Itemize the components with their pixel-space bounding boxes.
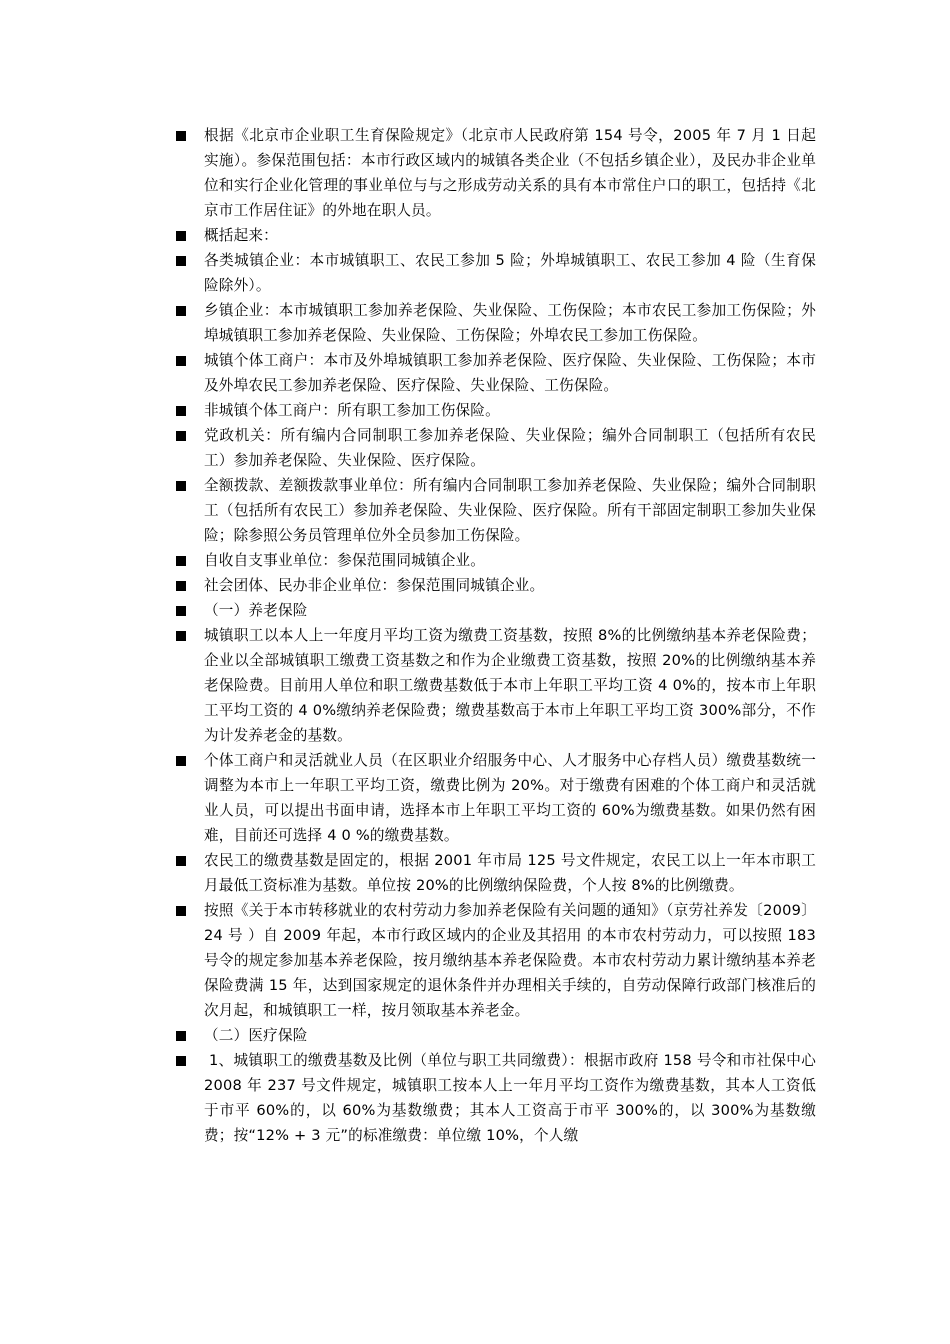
list-item-text: 城镇职工以本人上一年度月平均工资为缴费工资基数，按照 8%的比例缴纳基本养老保险费；企业以全部城镇职工缴费工资基数之和作为企业缴费工资基数，按照 20%的比例缴纳基本养老保险费。目前用人单位和职工缴费基数低于本市上年职工平均工资 4 0%的，按本市上年职工平均工资的 4 0%缴纳养老保险费；缴费基数高于本市上年职工平均工资 300%部分，不作为计发养老金的基数。 [204, 627, 816, 744]
list-item-text: 社会团体、民办非企业单位：参保范围同城镇企业。 [204, 577, 545, 594]
list-item-text: 非城镇个体工商户：所有职工参加工伤保险。 [204, 402, 500, 419]
list-item-text: 乡镇企业：本市城镇职工参加养老保险、失业保险、工伤保险；本市农民工参加工伤保险；外埠城镇职工参加养老保险、失业保险、工伤保险；外埠农民工参加工伤保险。 [204, 302, 816, 344]
list-item-text: 全额拨款、差额拨款事业单位：所有编内合同制职工参加养老保险、失业保险；编外合同制职工（包括所有农民工）参加养老保险、失业保险、医疗保险。所有干部固定制职工参加失业保险；除参照公务员管理单位外全员参加工伤保险。 [204, 477, 816, 544]
bullet-list [176, 123, 821, 1148]
list-item-text: 城镇个体工商户：本市及外埠城镇职工参加养老保险、医疗保险、失业保险、工伤保险；本市及外埠农民工参加养老保险、医疗保险、失业保险、工伤保险。 [204, 352, 816, 394]
square-bullet-icon [176, 406, 186, 416]
list-item-text: 按照《关于本市转移就业的农村劳动力参加养老保险有关问题的通知》（京劳社养发〔2009〕24 号 ）自 2009 年起，本市行政区域内的企业及其招用 的本市农村劳动力，可以按照 183 号令的规定参加基本养老保险，按月缴纳基本养老保险费。本市农村劳动力累计缴纳基本养老保险费满 15 年，达到国家规定的退休条件并办理相关手续的，自劳动保障行政部门核准后的次月起，和城镇职工一样，按月领取基本养老金。 [204, 902, 821, 1019]
list-item-text: 各类城镇企业：本市城镇职工、农民工参加 5 险；外埠城镇职工、农民工参加 4 险（生育保险除外）。 [204, 252, 816, 294]
list-item-text: 1、城镇职工的缴费基数及比例（单位与职工共同缴费）：根据市政府 158 号令和市社保中心 2008 年 237 号文件规定，城镇职工按本人上一年月平均工资作为缴费基数，其本人工资低于市平 60%的，以 60%为基数缴费；其本人工资高于市平 300%的，以 300%为基数缴费；按“12% + 3 元”的标准缴费：单位缴 10%，个人缴 [204, 1052, 821, 1144]
list-item [176, 223, 816, 248]
list-item [176, 423, 816, 473]
section-heading-medical: （二）医疗保险 [204, 1027, 308, 1044]
square-bullet-icon [176, 556, 186, 566]
list-item [176, 123, 816, 223]
list-item [176, 548, 816, 573]
square-bullet-icon [176, 1031, 186, 1041]
list-item-text: 根据《北京市企业职工生育保险规定》（北京市人民政府第 154 号令，2005 年 7 月 1 日起实施）。参保范围包括：本市行政区域内的城镇各类企业（不包括乡镇企业），及民办非企业单位和实行企业化管理的事业单位与与之形成劳动关系的具有本市常住户口的职工，包括持《北京市工作居住证》的外地在职人员。 [204, 127, 816, 219]
list-item [176, 398, 816, 423]
list-item [176, 473, 816, 548]
square-bullet-icon [176, 1056, 186, 1066]
list-item [176, 348, 816, 398]
square-bullet-icon [176, 581, 186, 591]
square-bullet-icon [176, 256, 186, 266]
square-bullet-icon [176, 906, 186, 916]
list-item [176, 248, 816, 298]
square-bullet-icon [176, 131, 186, 141]
list-item [176, 298, 816, 348]
list-item-text: 概括起来： [204, 227, 278, 244]
list-item [176, 848, 816, 898]
list-item [176, 1048, 821, 1148]
square-bullet-icon [176, 856, 186, 866]
square-bullet-icon [176, 306, 186, 316]
square-bullet-icon [176, 481, 186, 491]
square-bullet-icon [176, 356, 186, 366]
list-item [176, 1023, 816, 1048]
list-item-text: 个体工商户和灵活就业人员（在区职业介绍服务中心、人才服务中心存档人员）缴费基数统一调整为本市上一年职工平均工资，缴费比例为 20%。对于缴费有困难的个体工商户和灵活就业人员，可以提出书面申请，选择本市上年职工平均工资的 60%为缴费基数。如果仍然有困难，目前还可选择 4 0 %的缴费基数。 [204, 752, 816, 844]
square-bullet-icon [176, 756, 186, 766]
square-bullet-icon [176, 606, 186, 616]
list-item [176, 898, 821, 1023]
square-bullet-icon [176, 231, 186, 241]
list-item [176, 623, 816, 748]
list-item [176, 598, 816, 623]
list-item [176, 748, 816, 848]
square-bullet-icon [176, 431, 186, 441]
section-heading-pension: （一）养老保险 [204, 602, 308, 619]
square-bullet-icon [176, 631, 186, 641]
list-item-text: 党政机关：所有编内合同制职工参加养老保险、失业保险；编外合同制职工（包括所有农民工）参加养老保险、失业保险、医疗保险。 [204, 427, 816, 469]
list-item [176, 573, 816, 598]
list-item-text: 自收自支事业单位：参保范围同城镇企业。 [204, 552, 486, 569]
list-item-text: 农民工的缴费基数是固定的，根据 2001 年市局 125 号文件规定，农民工以上一年本市职工月最低工资标准为基数。单位按 20%的比例缴纳保险费，个人按 8%的比例缴费。 [204, 852, 816, 894]
